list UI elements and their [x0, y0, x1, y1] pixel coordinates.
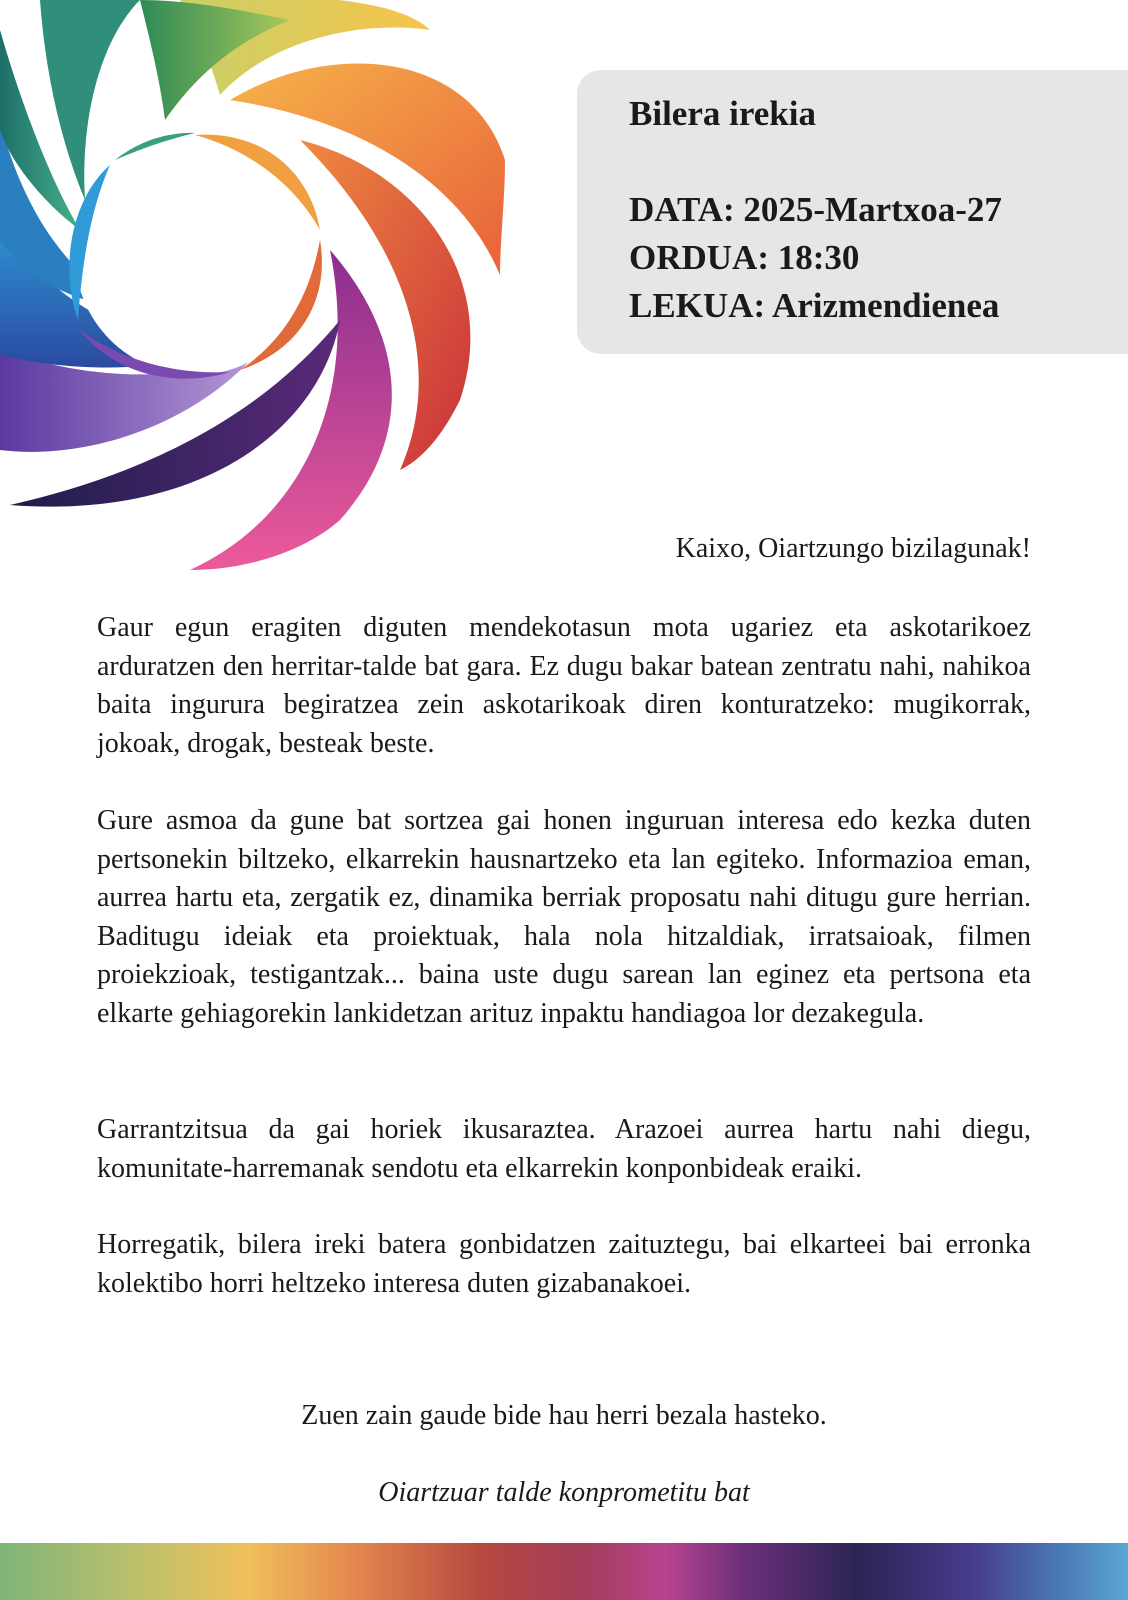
event-date: DATA: 2025-Martxoa-27	[629, 190, 1002, 229]
paragraph-intro: Gaur egun eragiten diguten mendekotasun mota ugariez eta askotarikoez arduratzen den herritar-talde bat gara. Ez dugu bakar batean zentratu nahi, nahikoa baita ingurura begiratzea zein askotarikoak diren konturatzeko: mugikorrak, jokoak, drogak, besteak beste.	[97, 612, 1031, 759]
signature: Oiartzuar talde konprometitu bat	[378, 1477, 750, 1508]
greeting: Kaixo, Oiartzungo bizilagunak!	[675, 533, 1031, 564]
paragraph-importance: Garrantzitsua da gai horiek ikusaraztea. Arazoei aurrea hartu nahi diegu, komunitate-harremanak sendotu eta elkarrekin konponbideak eraiki.	[97, 1114, 1031, 1184]
event-info-box	[577, 70, 1128, 354]
closing-line: Zuen zain gaude bide hau herri bezala hasteko.	[301, 1400, 827, 1431]
swirl-logo	[0, 0, 520, 575]
paragraph-invitation: Horregatik, bilera ireki batera gonbidatzen zaituztegu, bai elkarteei bai erronka kolektibo horri heltzeko interesa duten gizabanakoei.	[97, 1229, 1031, 1299]
paragraph-goal: Gure asmoa da gune bat sortzea gai honen inguruan interesa edo kezka duten pertsonekin biltzeko, elkarrekin hausnartzeko eta lan egiteko. Informazioa eman, aurrea hartu eta, zergatik ez, dinamika berriak proposatu nahi ditugu gure herrian. Baditugu ideiak eta proiektuak, hala nola hitzaldiak, irratsaioak, filmen proiekzioak, testigantzak... baina uste dugu sarean lan eginez eta pertsona eta elkarte gehiagorekin lankidetzan arituz inpaktu handiagoa lor dezakegula.	[97, 805, 1031, 1029]
event-place: LEKUA: Arizmendienea	[629, 286, 1000, 325]
event-time: ORDUA: 18:30	[629, 238, 860, 277]
event-title: Bilera irekia	[629, 94, 816, 133]
rainbow-footer-bar	[0, 1543, 1128, 1600]
